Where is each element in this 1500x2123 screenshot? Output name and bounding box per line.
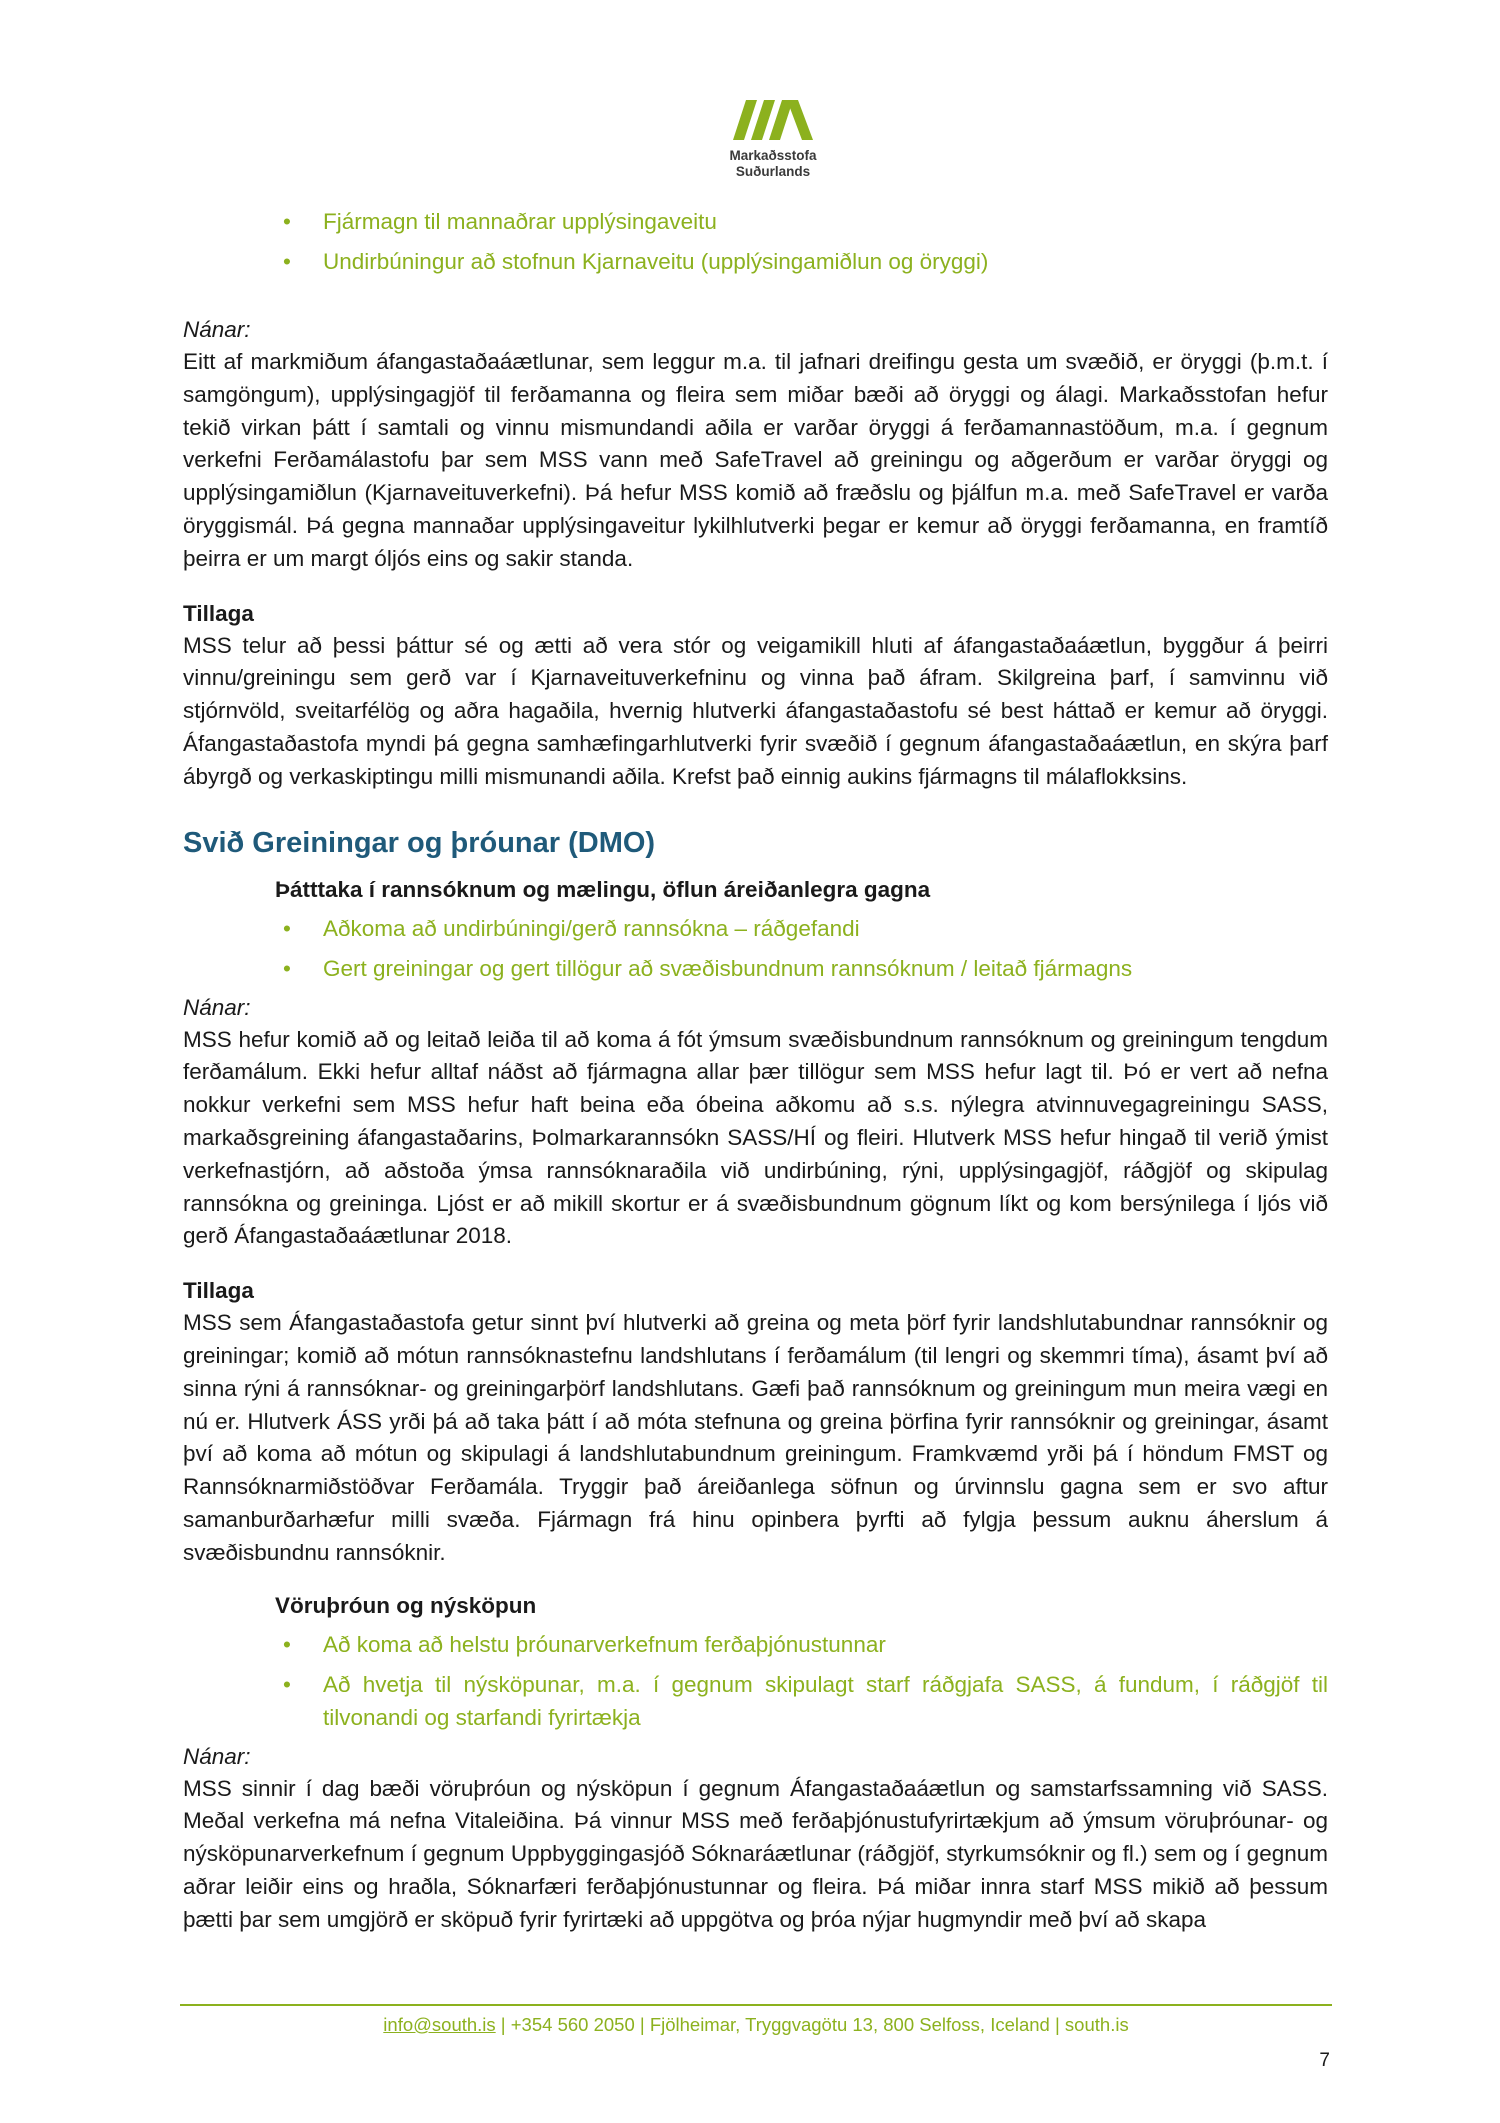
- details-paragraph: MSS hefur komið að og leitað leiða til að koma á fót ýmsum svæðisbundnum rannsóknum og greiningum tengdum ferðamálum. Ekki hefur alltaf náðst að fjármagna allar þær tillögur sem MSS hefur lagt til. Þó er vert að nefna nokkur verkefni sem MSS hefur haft beina eða óbeina aðkomu að s.s. nýlegra atvinnuvegagreiningu SASS, markaðsgreining áfangastaðarins, Þolmarkarannsókn SASS/HÍ og fleiri. Hlutverk MSS hefur hingað til verið ýmist verkefnastjórn, að aðstoða ýmsa rannsóknaraðila við undirbúning, rýni, upplýsingagjöf, ráðgjöf og skipulag rannsókna og greininga. Ljóst er að mikill skortur er á svæðisbundnum gögnum líkt og kom bersýnilega í ljós við gerð Áfangastaðaáætlunar 2018.: [183, 1026, 1328, 1249]
- logo-line-2: Suðurlands: [735, 164, 811, 179]
- list-item: • Að koma að helstu þróunarverkefnum ferðaþjónustunnar: [283, 1628, 1328, 1661]
- subheading: Vöruþróun og nýsköpun: [275, 1592, 537, 1618]
- details-paragraph: Eitt af markmiðum áfangastaðaáætlunar, sem leggur m.a. til jafnari dreifingu gesta um svæðið, er öryggi (þ.m.t. í samgöngum), upplýsingagjöf til ferðamanna og fleira sem miðar bæði að öryggi og álagi. Markaðsstofan hefur tekið virkan þátt í samtali og vinnu mismundandi aðila er varðar öryggi á ferðamannastöðum, m.a. í gegnum verkefni Ferðamálastofu þar sem MSS vann með SafeTravel að greiningu og aðgerðum er varðar öryggi og upplýsingamiðlun (Kjarnaveituverkefni). Þá hefur MSS komið að fræðslu og þjálfun m.a. með SafeTravel er varða öryggismál. Þá gegna mannaðar upplýsingaveitur lykilhlutverki þegar er kemur að öryggi ferðamanna, en framtíð þeirra er um margt óljós eins og sakir standa.: [183, 349, 1328, 571]
- subheading: Þátttaka í rannsóknum og mælingu, öflun áreiðanlegra gagna: [275, 876, 931, 902]
- footer-contact-text: | +354 560 2050 | Fjölheimar, Tryggvagötu 13, 800 Selfoss, Iceland | south.is: [495, 2014, 1129, 2035]
- list-item: • Undirbúningur að stofnun Kjarnaveitu (upplýsingamiðlun og öryggi): [283, 245, 1328, 278]
- proposal-paragraph: MSS telur að þessi þáttur sé og ætti að vera stór og veigamikill hluti af áfangastaðaáætlun, byggður á þeirri vinnu/greiningu sem gerð var í Kjarnaveituverkefninu og vinna það áfram. Skilgreina þarf, í samvinnu við stjórnvöld, sveitarfélög og aðra hagaðila, hvernig hlutverki áfangastaðastofu sé best háttað er kemur að öryggi. Áfangastaðastofa myndi þá gegna samhæfingarhlutverki fyrir svæðið í gegnum áfangastaðaáætlun, en skýra þarf ábyrgð og verkaskiptingu milli mismunandi aðila. Krefst það einnig aukins fjármagns til málaflokksins.: [183, 632, 1328, 789]
- bullet-list: [183, 1628, 1328, 1734]
- bullet-list: [183, 912, 1328, 985]
- list-item: • Fjármagn til mannaðrar upplýsingaveitu: [283, 205, 1328, 238]
- details-label: Nánar:: [183, 994, 251, 1020]
- footer-divider: [180, 2004, 1332, 2006]
- list-item: • Gert greiningar og gert tillögur að svæðisbundnum rannsóknum / leitað fjármagns: [283, 952, 1328, 985]
- page-number: 7: [1319, 2050, 1330, 2071]
- proposal-paragraph: MSS sem Áfangastaðastofa getur sinnt því hlutverki að greina og meta þörf fyrir landshlutabundnar rannsóknir og greiningar; komið að mótun rannsóknastefnu landshlutans í ferðamálum (til lengri og skemmri tíma), ásamt því að sinna rýni á rannsóknar- og greiningarþörf landshlutans. Gæfi það rannsóknum og greiningum mun meira vægi en nú er. Hlutverk ÁSS yrði þá að taka þátt í að móta stefnuna og greina þörfina fyrir rannsóknir og greiningar, ásamt því að koma að mótun og skipulagi á landshlutabundnum greiningum. Framkvæmd yrði þá í höndum FMST og Rannsóknarmiðstöðvar Ferðamála. Tryggir það áreiðanlega söfnun og úrvinnslu gagna sem er svo aftur samanburðarhæfur milli svæða. Fjármagn frá hinu opinbera þyrfti að fylgja þessum auknu áherslum á svæðisbundnu rannsóknir.: [183, 1310, 1328, 1565]
- list-item: • Aðkoma að undirbúningi/gerð rannsókna – ráðgefandi: [283, 912, 1328, 945]
- logo: [718, 98, 828, 180]
- proposal-label: Tillaga: [183, 1278, 254, 1304]
- email-link[interactable]: info@south.is: [383, 2014, 496, 2035]
- list-item: • Að hvetja til nýsköpunar, m.a. í gegnum skipulagt starf ráðgjafa SASS, á fundum, í ráðgjöf til tilvonandi og starfandi fyrirtækja: [283, 1668, 1328, 1734]
- details-label: Nánar:: [183, 317, 251, 342]
- section-title: Svið Greiningar og þróunar (DMO): [183, 826, 656, 859]
- proposal-label: Tillaga: [183, 600, 254, 626]
- page-content: [183, 205, 1328, 1937]
- logo-mark-icon: [731, 98, 815, 142]
- details-label: Nánar:: [183, 1743, 251, 1769]
- top-bullet-list: [183, 205, 1328, 278]
- footer: [180, 2012, 1332, 2038]
- details-paragraph: MSS sinnir í dag bæði vöruþróun og nýsköpun í gegnum Áfangastaðaáætlun og samstarfssamning við SASS. Meðal verkefna má nefna Vitaleiðina. Þá vinnur MSS með ferðaþjónustufyrirtækjum að ýmsum vöruþróunar- og nýsköpunarverkefnum í gegnum Uppbyggingasjóð Sóknaráætlunar (ráðgjöf, styrkumsóknir og fl.) sem og í gegnum aðrar leiðir eins og hraðla, Sóknarfæri ferðaþjónustunnar og fleira. Þá miðar innra starf MSS mikið að þessum þætti þar sem umgjörð er sköpuð fyrir fyrirtæki að uppgötva og þróa nýjar hugmyndir með því að skapa: [183, 1775, 1328, 1932]
- logo-line-1: Markaðsstofa: [729, 148, 817, 163]
